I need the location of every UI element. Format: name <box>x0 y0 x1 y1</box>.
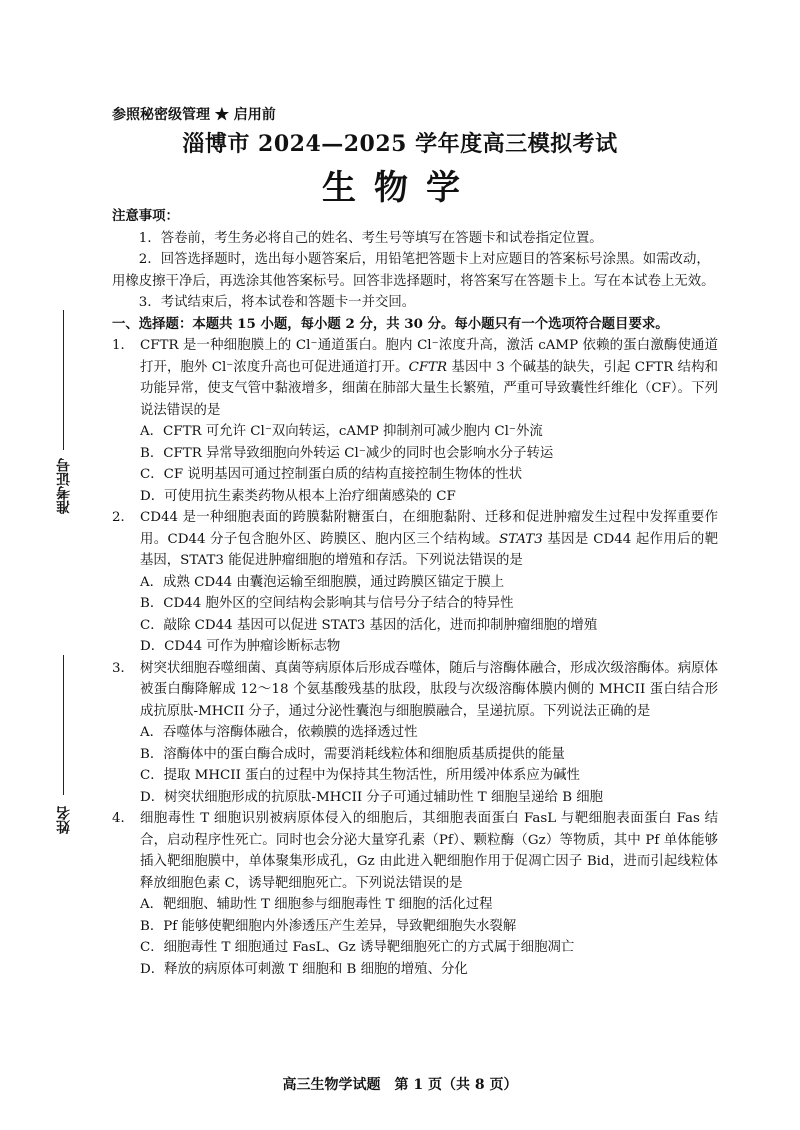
section-heading: 一、选择题：本题共 15 小题，每小题 2 分，共 30 分。每小题只有一个选项符合题目要求。 <box>112 315 669 332</box>
option-b: B．Pf 能够使靶细胞内外渗透压产生差异，导致靶细胞失水裂解 <box>140 918 517 934</box>
question-1-stem: 1． CFTR 是一种细胞膜上的 Cl⁻通道蛋白。胞内 Cl⁻浓度升高，激活 cAMP 依赖的蛋白激酶使通道打开，胞外 Cl⁻浓度升高也可促进通道打开。CFTR 基因中 3 个碱基的缺失，引起 CFTR 结构和功能异常，使支气管中黏液增多，细菌在肺部大量生长繁殖，严重可导致囊性纤维化（CF）。下列说法错误的是 <box>112 335 718 421</box>
question-2-stem: 2． CD44 是一种细胞表面的跨膜黏附糖蛋白，在细胞黏附、迁移和促进肿瘤发生过程中发挥重要作用。CD44 分子包含胞外区、跨膜区、胞内区三个结构域。STAT3 基因是 CD44 起作用后的靶基因，STAT3 能促进肿瘤细胞的增殖和存活。下列说法错误的是 <box>112 507 718 572</box>
notice-item: 3．考试结束后，将本试卷和答题卡一并交回。 <box>138 295 416 310</box>
option-d: D．CD44 可作为肿瘤诊断标志物 <box>140 639 341 654</box>
option-c: C．提取 MHCII 蛋白的过程中为保持其生物活性，所用缓冲体系应为碱性 <box>140 768 580 783</box>
option-c: C．敲除 CD44 基因可以促进 STAT3 基因的活化，进而抑制肿瘤细胞的增殖 <box>140 617 598 633</box>
option-d: D．可使用抗生素类药物从根本上治疗细菌感染的 CF <box>140 488 456 504</box>
secrecy-label: 参照秘密级管理 ★ 启用前 <box>112 107 276 123</box>
option-d: D．树突状细胞形成的抗原肽-MHCII 分子可通过辅助性 T 细胞呈递给 B 细胞 <box>140 789 604 805</box>
question-3-stem: 3． 树突状细胞吞噬细菌、真菌等病原体后形成吞噬体，随后与溶酶体融合，形成次级溶酶体。病原体被蛋白酶降解成 12～18 个氨基酸残基的肽段，肽段与次级溶酶体膜内侧的 MHCII 蛋白结合形成抗原肽-MHCII 分子，通过分泌性囊泡与细胞膜融合，呈递抗原。下列说法正确的是 <box>112 658 718 723</box>
page-footer: 高三生物学试题 第 1 页（共 8 页） <box>282 1077 518 1093</box>
exam-content <box>112 206 718 980</box>
subject-title: 生物学 <box>322 168 478 208</box>
option-a: A．吞噬体与溶酶体融合，依赖膜的选择透过性 <box>140 725 418 740</box>
option-c: C．CF 说明基因可通过控制蛋白质的结构直接控制生物体的性状 <box>140 467 523 482</box>
exam-number-line <box>63 310 64 450</box>
option-d: D．释放的病原体可刺激 T 细胞和 B 细胞的增殖、分化 <box>140 961 468 977</box>
question-number: 1． <box>112 338 134 353</box>
notice-item: 1．答卷前，考生务必将自己的姓名、考生号等填写在答题卡和试卷指定位置。 <box>138 230 603 246</box>
exam-number-label: 准考证号 <box>56 458 72 514</box>
option-b: B．溶酶体中的蛋白酶合成时，需要消耗线粒体和细胞质基质提供的能量 <box>140 746 565 762</box>
question-number: 4． <box>112 811 134 826</box>
question-number: 2． <box>112 510 134 525</box>
option-a: A．成熟 CD44 由囊泡运输至细胞膜，通过跨膜区锚定于膜上 <box>140 574 505 590</box>
exam-title: 淄博市 2024—2025 学年度高三模拟考试 <box>182 131 618 157</box>
name-label: 姓名 <box>56 806 72 834</box>
question-4-stem: 4． 细胞毒性 T 细胞识别被病原体侵入的细胞后，其细胞表面蛋白 FasL 与靶细胞表面蛋白 Fas 结合，启动程序性死亡。同时也会分泌大量穿孔素（Pf）、颗粒酶（Gz）等物质，其中 Pf 单体能够插入靶细胞膜中，单体聚集形成孔，Gz 由此进入靶细胞作用于促凋亡因子 Bid，进而引起线粒体释放细胞色素 C，诱导靶细胞死亡。下列说法错误的是 <box>112 808 718 894</box>
question-number: 3． <box>112 660 134 676</box>
option-b: B．CFTR 异常导致细胞向外转运 Cl⁻减少的同时也会影响水分子转运 <box>140 445 554 461</box>
name-line <box>63 655 64 795</box>
option-c: C．细胞毒性 T 细胞通过 FasL、Gz 诱导靶细胞死亡的方式属于细胞凋亡 <box>140 940 575 955</box>
notice-heading: 注意事项： <box>112 208 179 224</box>
option-a: A．靶细胞、辅助性 T 细胞参与细胞毒性 T 细胞的活化过程 <box>140 897 493 912</box>
option-a: A．CFTR 可允许 Cl⁻双向转运，cAMP 抑制剂可减少胞内 Cl⁻外流 <box>140 424 543 439</box>
notice-item: 2．回答选择题时，选出每小题答案后，用铅笔把答题卡上对应题目的答案标号涂黑。如需改动，用橡皮擦干净后，再选涂其他答案标号。回答非选择题时，将答案写在答题卡上。写在本试卷上无效。 <box>112 252 715 289</box>
option-b: B．CD44 胞外区的空间结构会影响其与信号分子结合的特异性 <box>140 596 514 611</box>
